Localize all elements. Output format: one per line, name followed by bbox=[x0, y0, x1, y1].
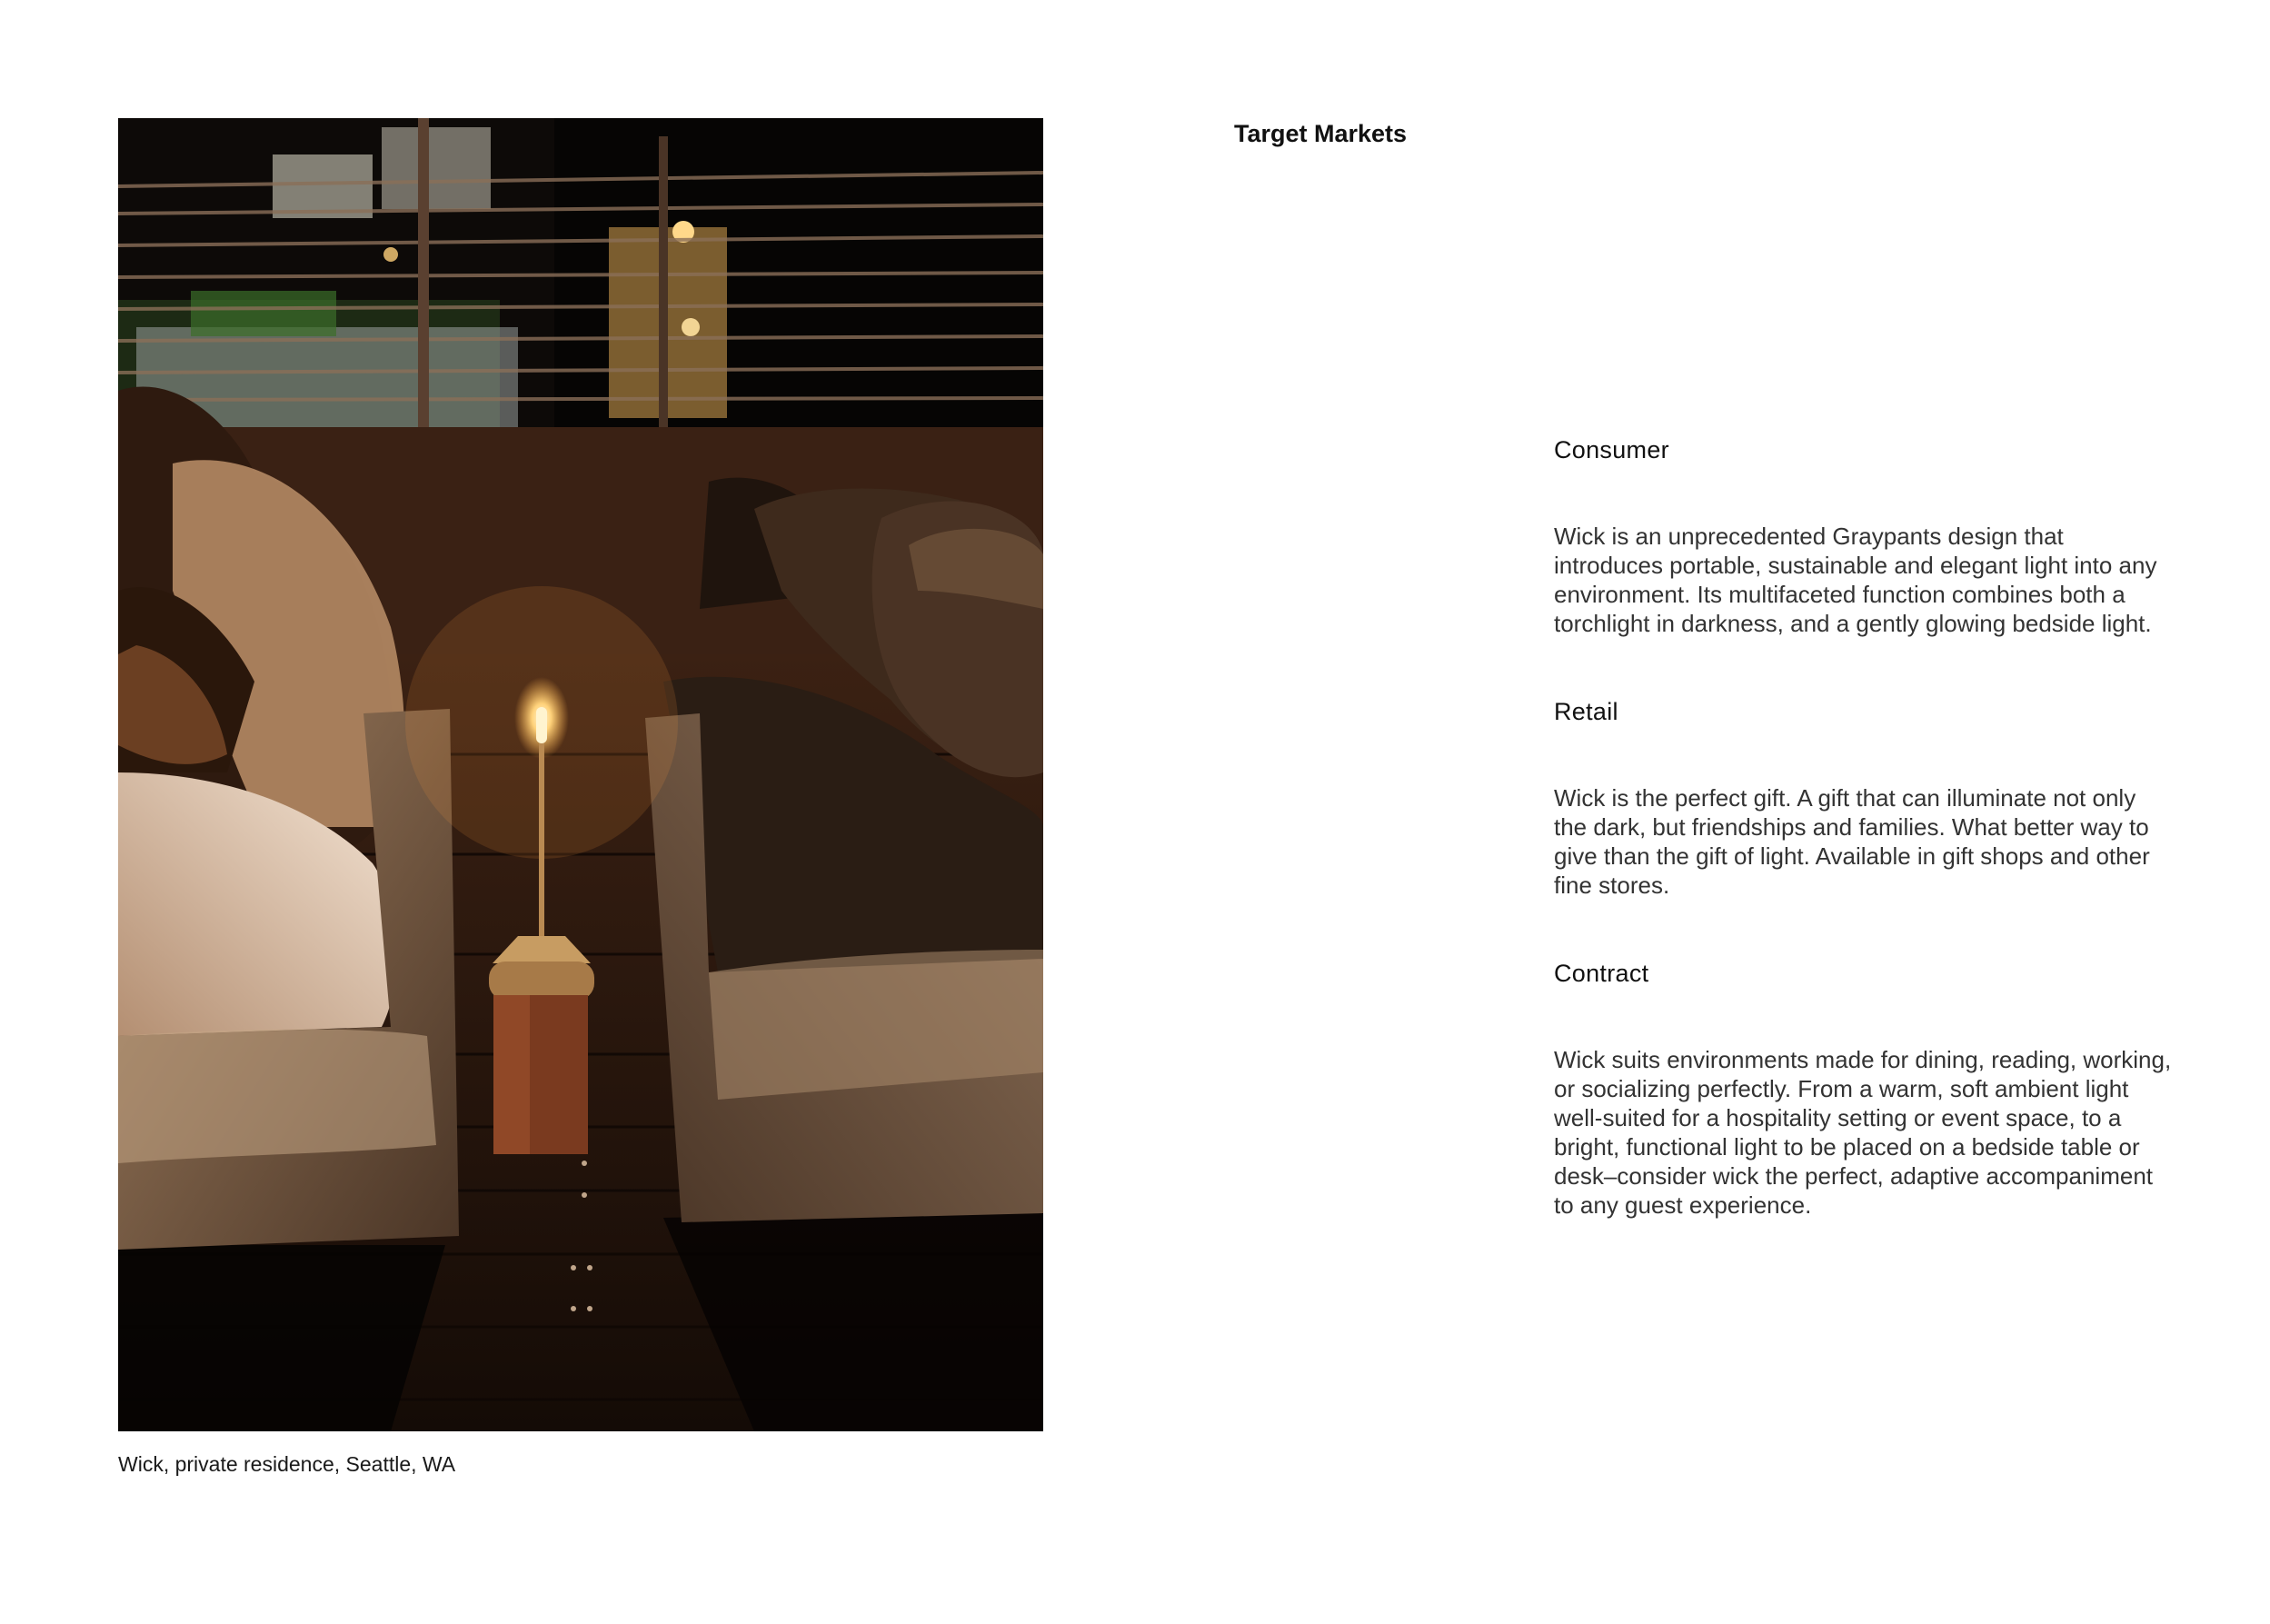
market-block-retail bbox=[1554, 696, 2172, 900]
night-balcony-photo bbox=[118, 118, 1043, 1431]
market-heading-contract: Contract bbox=[1554, 960, 1649, 987]
photo-illustration bbox=[118, 118, 1043, 1431]
section-title: Target Markets bbox=[1234, 120, 1408, 147]
market-heading-retail: Retail bbox=[1554, 698, 1618, 725]
market-body-retail: Wick is the perfect gift. A gift that can illuminate not only the dark, but friendships and families. What better way to give than the gift of light. Available in gift shops and other fine stores. bbox=[1554, 784, 2150, 899]
market-block-contract bbox=[1554, 958, 2172, 1220]
photo-caption: Wick, private residence, Seattle, WA bbox=[118, 1452, 456, 1476]
market-heading-consumer: Consumer bbox=[1554, 436, 1669, 463]
market-body-contract: Wick suits environments made for dining, reading, working, or socializing perfectly. From a warm, soft ambient light well-suited for a hospitality setting or event space, to a bright, functional light to be placed on a bedside table or desk–consider wick the perfect, adaptive accompaniment to any guest experience. bbox=[1554, 1046, 2172, 1219]
target-markets-content bbox=[1554, 434, 2172, 1220]
market-block-consumer bbox=[1554, 434, 2172, 638]
market-body-consumer: Wick is an unprecedented Graypants design that introduces portable, sustainable and elegant light into any environment. Its multifaceted function combines both a torchlight in darkness, and a gently glowing bedside light. bbox=[1554, 523, 2157, 637]
